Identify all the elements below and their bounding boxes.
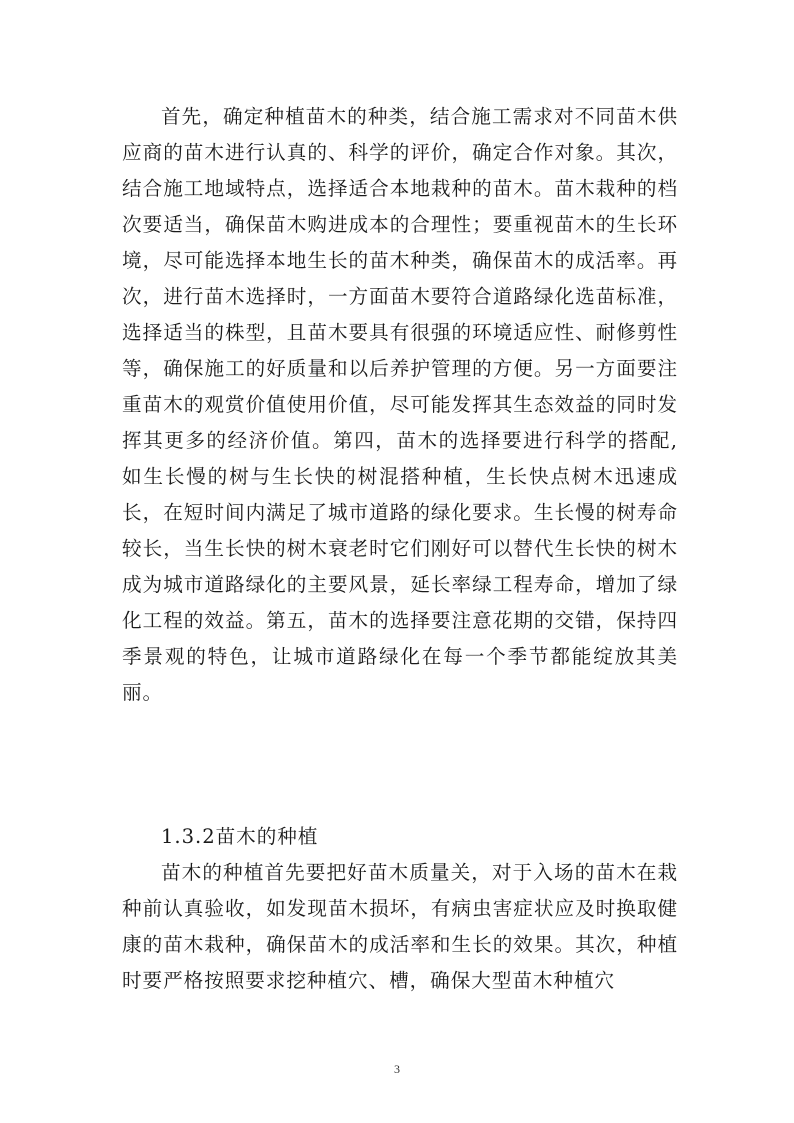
paragraph-seedling-planting: 苗木的种植首先要把好苗木质量关，对于入场的苗木在栽种前认真验收，如发现苗木损坏，有病虫害症状应及时换取健康的苗木栽种，确保苗木的成活率和生长的效果。其次，种植时要严格按照要求挖种植穴、槽，确保大型苗木种植穴 (122, 861, 678, 992)
section-heading: 1.3.2苗木的种植 (161, 825, 319, 848)
body-text-block-2 (122, 855, 678, 999)
page-number: 3 (394, 1062, 400, 1076)
paragraph-seedling-selection: 首先，确定种植苗木的种类，结合施工需求对不同苗木供应商的苗木进行认真的、科学的评价，确定合作对象。其次，结合施工地域特点，选择适合本地栽种的苗木。苗木栽种的档次要适当，确保苗木购进成本的合理性；要重视苗木的生长环境，尽可能选择本地生长的苗木种类，确保苗木的成活率。再次，进行苗木选择时，一方面苗木要符合道路绿化选苗标准，选择适当的株型，且苗木要具有很强的环境适应性、耐修剪性等，确保施工的好质量和以后养护管理的方便。另一方面要注重苗木的观赏价值使用价值，尽可能发挥其生态效益的同时发挥其更多的经济价值。第四，苗木的选择要进行科学的搭配,如生长慢的树与生长快的树混搭种植，生长快点树木迅速成长，在短时间内满足了城市道路的绿化要求。生长慢的树寿命较长，当生长快的树木衰老时它们刚好可以替代生长快的树木成为城市道路绿化的主要风景，延长率绿工程寿命，增加了绿化工程的效益。第五，苗木的选择要注意花期的交错，保持四季景观的特色，让城市道路绿化在每一个季节都能绽放其美丽。 (122, 105, 678, 704)
body-text-block (122, 99, 678, 711)
